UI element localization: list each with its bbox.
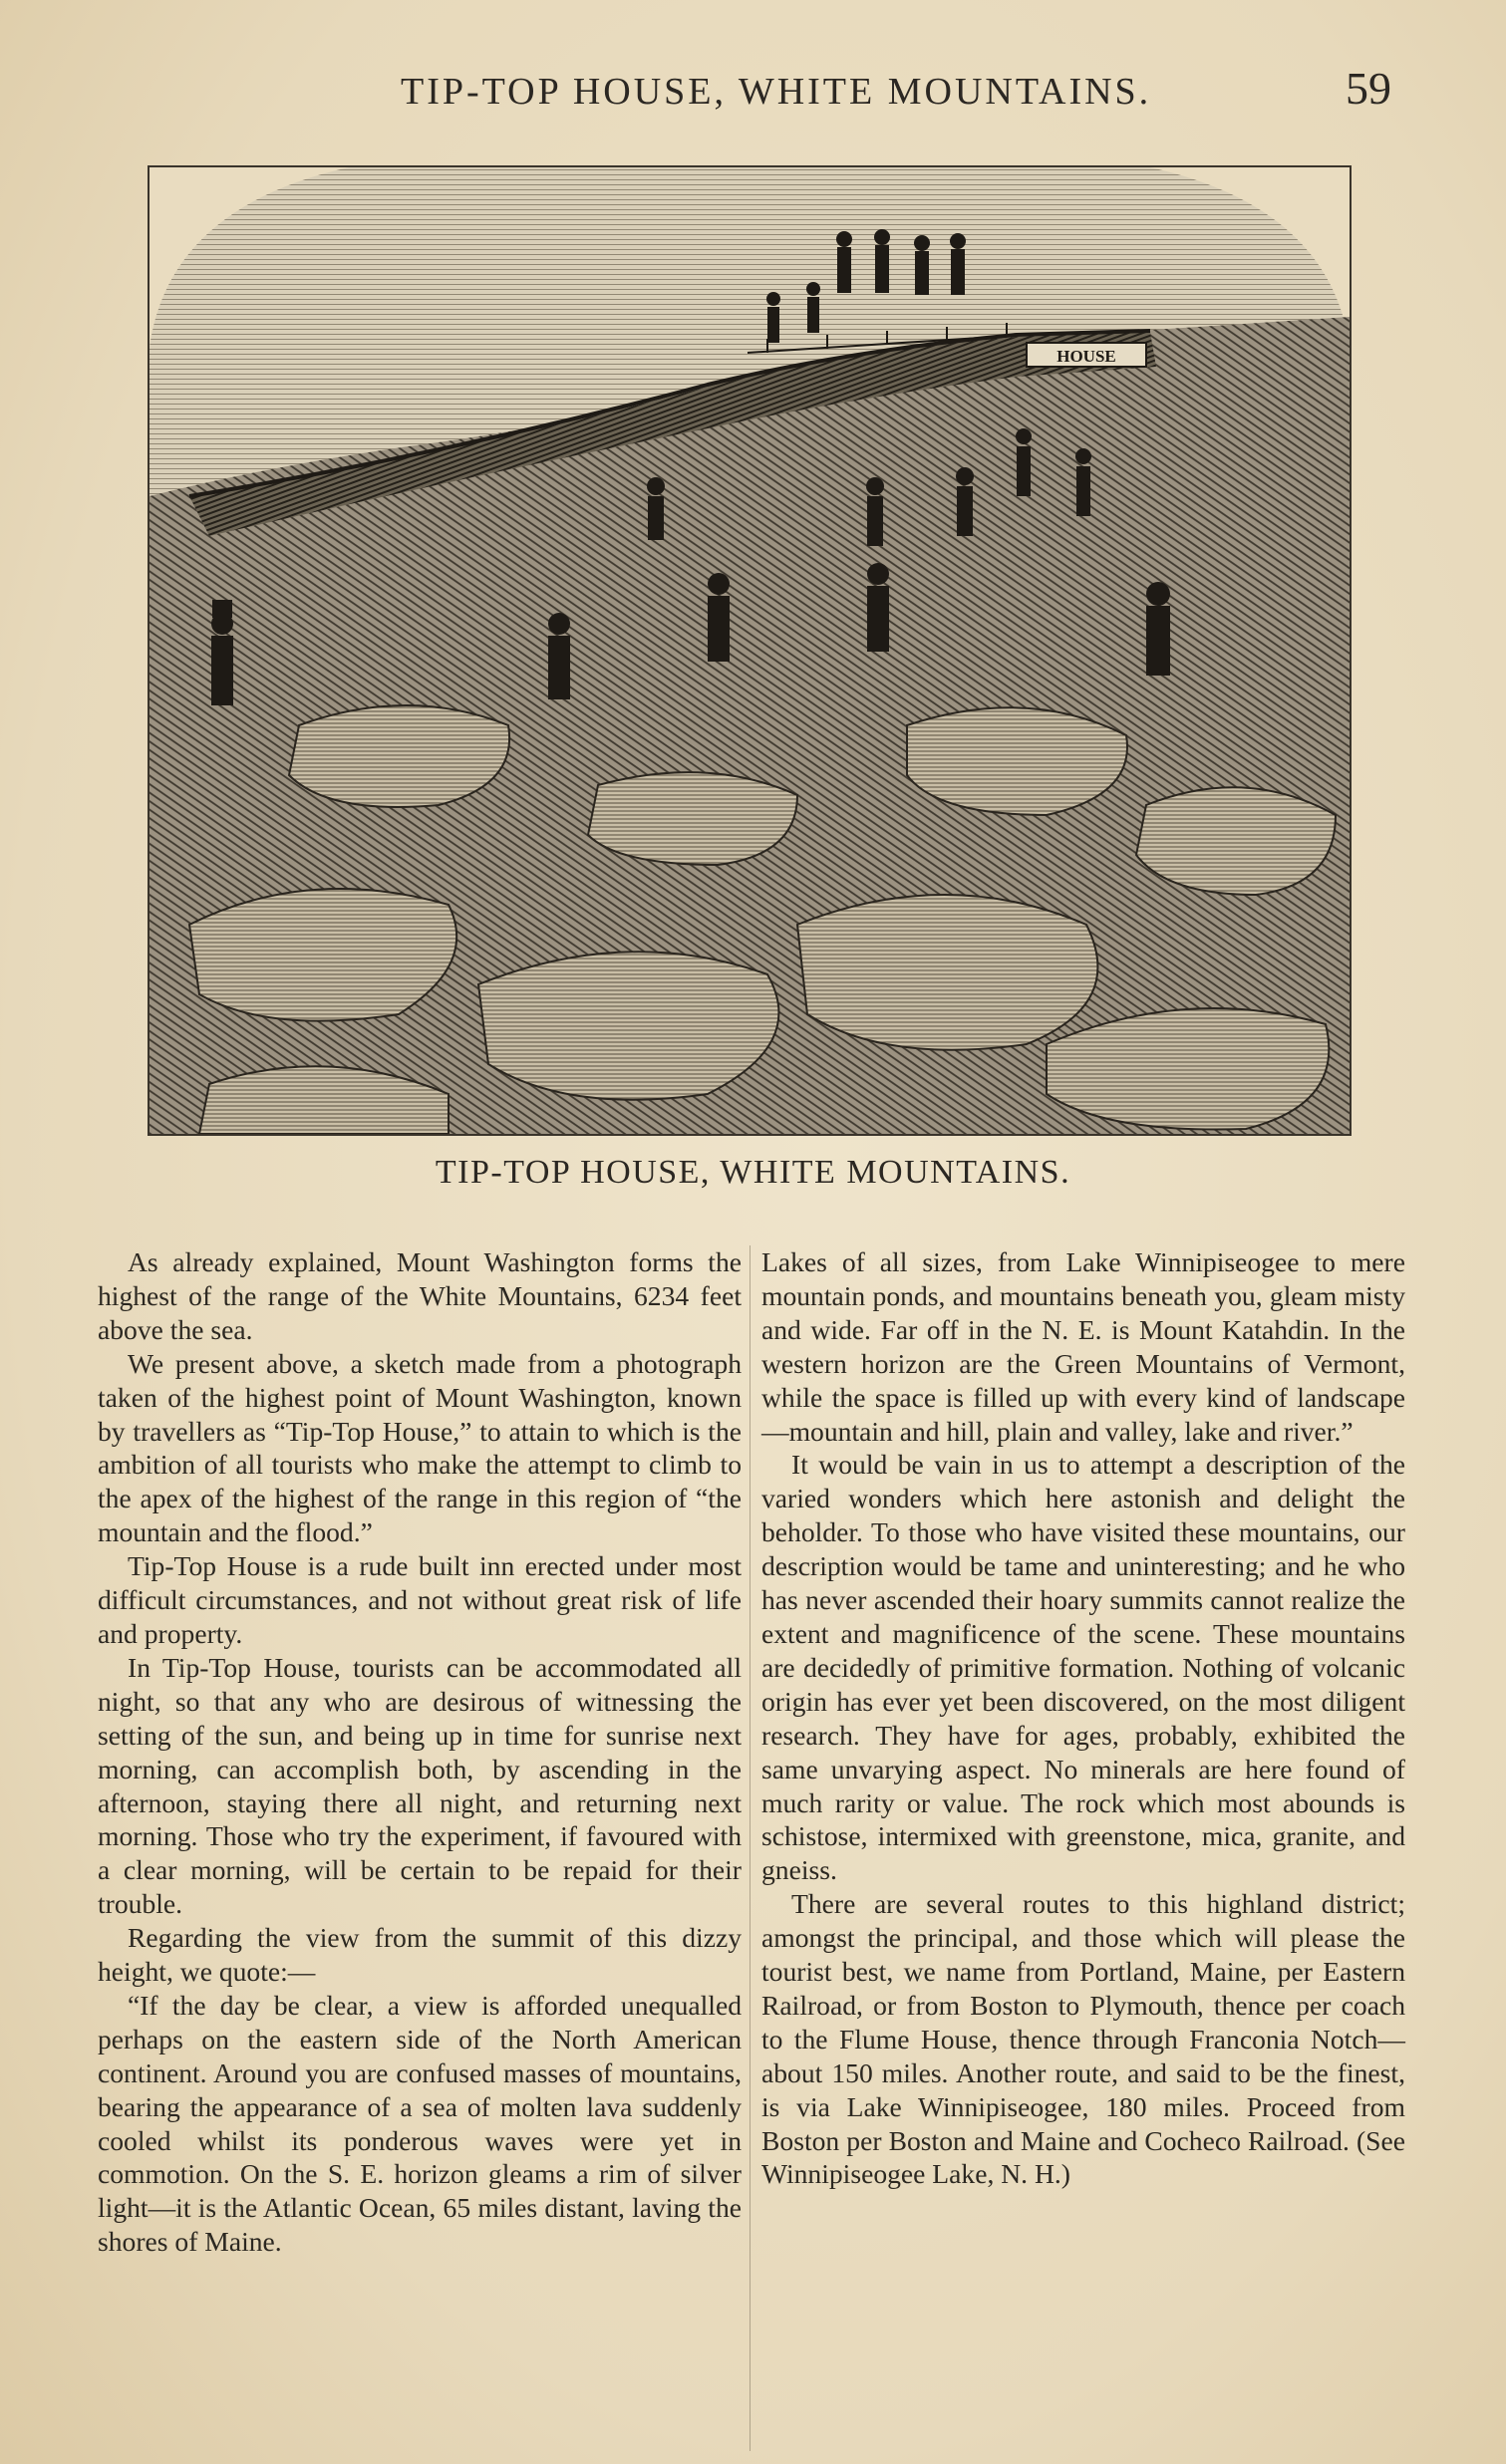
paragraph: There are several routes to this highland district; amongst the principal, and those which will please the tourist best, we name from Portland, Maine, per Eastern Railroad, or from Boston to Plymouth, thence per coach to the Flume House, thence through Franconia Notch—about 150 miles. Another route, and said to be the finest, is via Lake Winnipiseogee, 180 miles. Proceed from Boston per Boston and Maine and Cocheco Railroad. (See Winnipiseogee Lake, N. H.) [761, 1888, 1405, 2190]
paragraph: Lakes of all sizes, from Lake Winnipiseogee to mere mountain ponds, and mountains beneath you, gleam misty and wide. Far off in the N. E. is Mount Katahdin. In the western horizon are the Green Mountains of Vermont, while the space is filled up with every kind of landscape—mountain and hill, plain and valley, lake and river.” [761, 1246, 1405, 1447]
running-title: TIP-TOP HOUSE, WHITE MOUNTAINS. [401, 71, 1152, 113]
paragraph: Tip-Top House is a rude built inn erected under most difficult circumstances, and not without great risk of life and property. [98, 1550, 742, 1649]
paragraph: In Tip-Top House, tourists can be accommodated all night, so that any who are desirous of witnessing the setting of the sun, and being up in time for sunrise next morning, can accomplish both, by ascending in the afternoon, staying there all night, and returning next morning. Those who try the experiment, if favoured with a clear morning, will be certain to be repaid for their trouble. [98, 1651, 742, 1920]
paragraph: “If the day be clear, a view is afforded unequalled perhaps on the eastern side of the North American continent. Around you are confused masses of mountains, bearing the appearance of a sea of molten lava suddenly cooled whilst its ponderous waves were yet in commotion. On the S. E. horizon gleams a rim of silver light—it is the Atlantic Ocean, 65 miles distant, laving the shores of Maine. [98, 1989, 742, 2258]
right-column [761, 1245, 1405, 2191]
left-column [98, 1245, 742, 2259]
house-sign-text: HOUSE [1056, 347, 1116, 366]
paragraph: We present above, a sketch made from a photograph taken of the highest point of Mount Washington, known by travellers as “Tip-Top House,” to attain to which is the ambition of all tourists who make the attempt to climb to the apex of the highest of the range in this region of “the mountain and the flood.” [98, 1347, 742, 1548]
page-number: 59 [1346, 63, 1391, 114]
paragraph: It would be vain in us to attempt a description of the varied wonders which here astonish and delight the beholder. To those who have visited these mountains, our description would be tame and uninteresting; and he who has never ascended their hoary summits cannot realize the extent and magnificence of the scene. These mountains are decidedly of primitive formation. Nothing of volcanic origin has ever yet been discovered, on the most diligent research. They have for ages, probably, exhibited the same unvarying aspect. No minerals are here found of much rarity or value. The rock which most abounds is schistose, intermixed with greenstone, mica, granite, and gneiss. [761, 1449, 1405, 1886]
running-head [0, 62, 1506, 122]
column-divider [750, 1245, 751, 2451]
paragraph: Regarding the view from the summit of this dizzy height, we quote:— [98, 1922, 742, 1988]
engraving-illustration [148, 165, 1352, 1136]
engraving-drawing [150, 167, 1350, 1134]
illustration-caption: TIP-TOP HOUSE, WHITE MOUNTAINS. [435, 1154, 1071, 1191]
paragraph: As already explained, Mount Washington forms the highest of the range of the White Mountains, 6234 feet above the sea. [98, 1246, 742, 1345]
